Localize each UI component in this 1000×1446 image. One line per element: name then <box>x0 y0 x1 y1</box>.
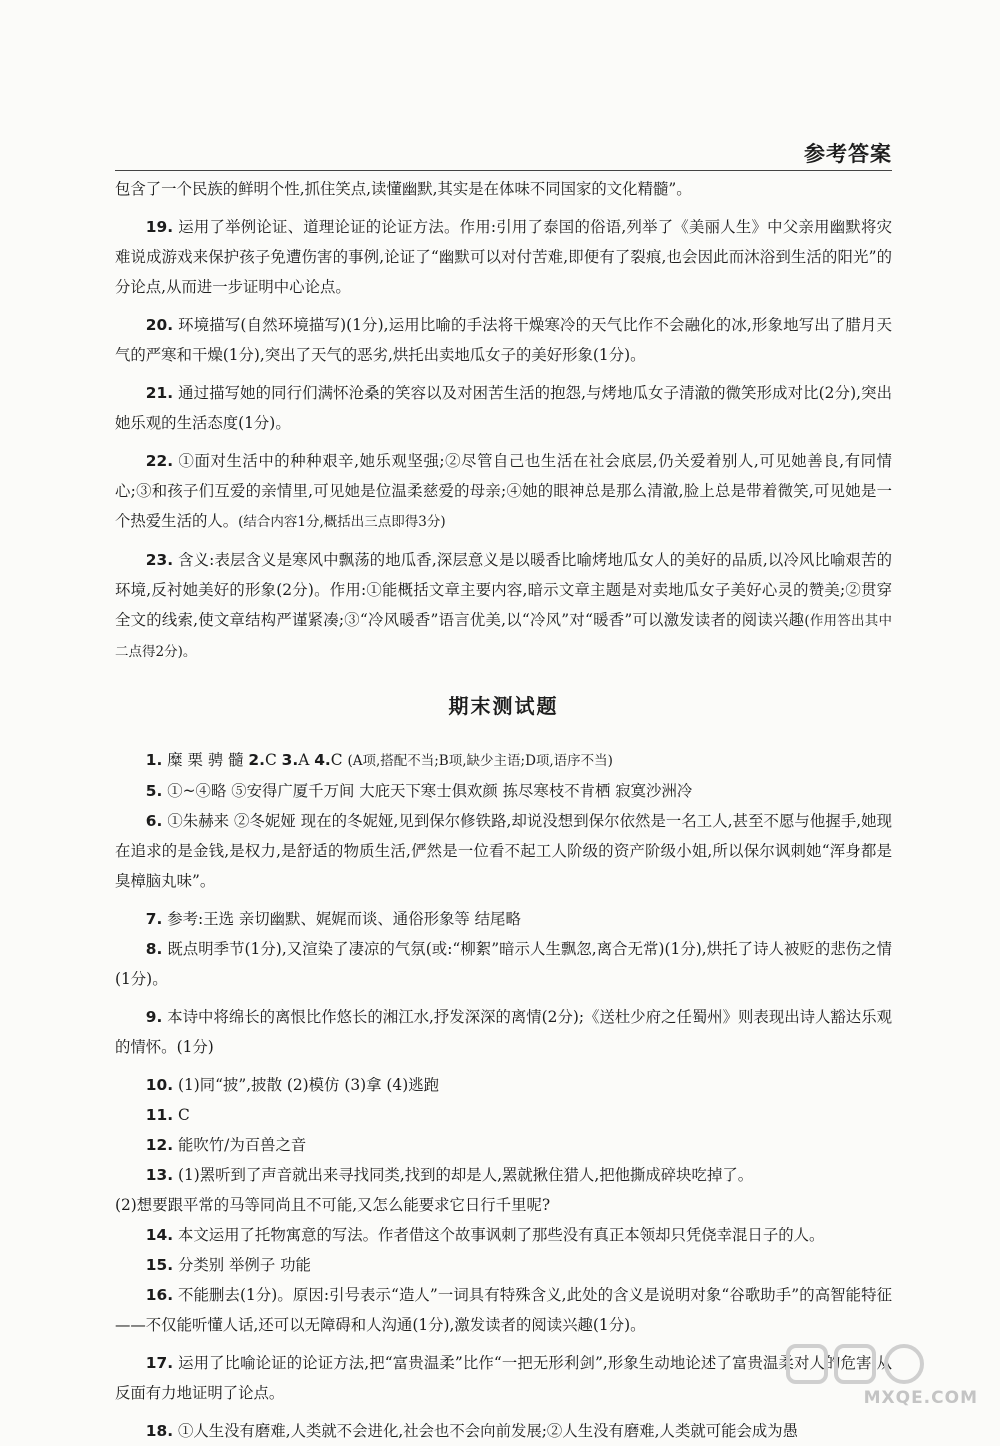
answer-text: C <box>330 751 348 769</box>
answer-number: 6. <box>145 812 163 830</box>
page-header-title: 参考答案 <box>804 142 892 166</box>
answer-number: 10. <box>145 1076 174 1094</box>
answer-number: 1. <box>145 751 163 769</box>
answer-number: 18. <box>145 1422 174 1440</box>
answer-text: 能吹竹/为百兽之音 <box>177 1136 307 1154</box>
section-title: 期末测试题 <box>448 694 559 718</box>
answer-text: 既点明季节(1分),又渲染了凄凉的气氛(或:“柳絮”暗示人生飘忽,离合无常)(1分),烘托了诗人被贬的悲伤之情(1分)。 <box>115 940 892 988</box>
answer-item <box>115 378 892 438</box>
answer-text: (1)罴听到了声音就出来寻找同类,找到的却是人,罴就揪住猎人,把他撕成碎块吃掉了。 <box>177 1166 754 1184</box>
answer-text: ①人生没有磨难,人类就不会进化,社会也不会向前发展;②人生没有磨难,人类就可能会成为愚 <box>177 1422 799 1440</box>
answer-number: 17. <box>145 1354 174 1372</box>
answer-text: A <box>298 751 315 769</box>
answer-number: 3. <box>281 751 299 769</box>
answer-number: 13. <box>145 1166 174 1184</box>
answer-number: 15. <box>145 1256 174 1274</box>
answer-number: 7. <box>145 910 163 928</box>
answer-number: 4. <box>314 751 331 769</box>
answer-item <box>115 776 892 806</box>
answer-text: ①朱赫来 ②冬妮娅 现在的冬妮娅,见到保尔修铁路,却说没想到保尔依然是一名工人,甚至不愿与他握手,她现在追求的是金钱,是权力,是舒适的物质生活,俨然是一位看不起工人阶级的资产阶级小姐,所以保尔讽刺她“浑身都是臭樟脑丸味”。 <box>115 812 892 890</box>
answer-item <box>115 1130 892 1160</box>
scoring-note: (作用答出其中二点得2分)。 <box>115 613 892 660</box>
answer-text: 不能删去(1分)。原因:引号表示“造人”一词具有特殊含义,此处的含义是说明对象“谷歌助手”的高智能特征——不仅能听懂人话,还可以无障碍和人沟通(1分),激发读者的阅读兴趣(1分)。 <box>115 1286 892 1334</box>
watermark-text: MXQE.COM <box>863 1388 978 1408</box>
answer-item <box>115 806 892 896</box>
answer-item <box>115 545 892 667</box>
answer-number: 21. <box>145 384 174 402</box>
answer-number: 14. <box>145 1226 174 1244</box>
answer-text: 含义:表层含义是寒风中飘荡的地瓜香,深层意义是以暖香比喻烤地瓜女人的美好的品质,以冷风比喻艰苦的环境,反衬她美好的形象(2分)。作用:①能概括文章主要内容,暗示文章主题是对卖地瓜女子美好心灵的赞美;②贯穿全文的线索,使文章结构严谨紧凑;③“冷风暖香”语言优美,以“冷风”对“暖香”可以激发读者的阅读兴趣 <box>115 551 892 629</box>
answer-item <box>115 1348 892 1408</box>
answer-text: 糜 栗 骋 髓 <box>167 751 249 769</box>
answer-text: (2)想要跟平常的马等同尚且不可能,又怎么能要求它日行千里呢? <box>115 1196 551 1214</box>
answer-number: 11. <box>145 1106 174 1124</box>
scoring-note: (A项,搭配不当;B项,缺少主语;D项,语序不当) <box>347 753 613 769</box>
answer-text: 运用了比喻论证的论证方法,把“富贵温柔”比作“一把无形利剑”,形象生动地论述了富贵温柔对人的危害,从反面有力地证明了论点。 <box>115 1354 892 1402</box>
header-rule <box>115 170 892 171</box>
answer-text: (1)同“披”,披散 (2)模仿 (3)拿 (4)逃跑 <box>177 1076 439 1094</box>
answer-text: 包含了一个民族的鲜明个性,抓住笑点,读懂幽默,其实是在体味不同国家的文化精髓”。 <box>115 180 692 198</box>
answer-text: ①面对生活中的种种艰辛,她乐观坚强;②尽管自己也生活在社会底层,仍关爱着别人,可见她善良,有同情心;③和孩子们互爱的亲情里,可见她是位温柔慈爱的母亲;④她的眼神总是那么清澈,脸上总是带着微笑,可见她是一个热爱生活的人。 <box>115 452 892 530</box>
answer-item <box>115 1100 892 1130</box>
answer-number: 12. <box>145 1136 174 1154</box>
answer-number: 2. <box>248 751 265 769</box>
answer-item <box>115 904 892 934</box>
answer-number: 23. <box>145 551 174 569</box>
answer-number: 9. <box>145 1008 163 1026</box>
answer-text: 本文运用了托物寓意的写法。作者借这个故事讽刺了那些没有真正本领却只凭侥幸混日子的人。 <box>177 1226 825 1244</box>
answer-text: 通过描写她的同行们满怀沧桑的笑容以及对困苦生活的抱怨,与烤地瓜女子清澈的微笑形成对比(2分),突出她乐观的生活态度(1分)。 <box>115 384 892 432</box>
answer-number: 8. <box>145 940 163 958</box>
answer-number: 20. <box>145 316 174 334</box>
answer-number: 22. <box>145 452 174 470</box>
answer-number: 5. <box>145 782 163 800</box>
answer-item <box>115 1190 892 1220</box>
answer-text: 分类别 举例子 功能 <box>177 1256 311 1274</box>
answer-text: 环境描写(自然环境描写)(1分),运用比喻的手法将干燥寒冷的天气比作不会融化的冰,形象地写出了腊月天气的严寒和干燥(1分),突出了天气的恶劣,烘托出卖地瓜女子的美好形象(1分)。 <box>115 316 892 364</box>
answer-item <box>115 1280 892 1340</box>
answer-item <box>115 446 892 537</box>
answer-item <box>115 1220 892 1250</box>
answer-item <box>115 1160 892 1190</box>
answer-item <box>115 1070 892 1100</box>
answer-item <box>115 1416 892 1446</box>
answer-text: C <box>264 751 282 769</box>
answer-content <box>115 174 892 1446</box>
answer-item <box>115 212 892 302</box>
answer-number: 16. <box>145 1286 174 1304</box>
answer-text: 参考:王选 亲切幽默、娓娓而谈、通俗形象等 结尾略 <box>167 910 521 928</box>
answer-text: C <box>177 1106 190 1124</box>
answer-item <box>115 1002 892 1062</box>
answer-number: 19. <box>145 218 174 236</box>
answer-item <box>115 934 892 994</box>
answer-item <box>115 310 892 370</box>
answer-item <box>115 174 892 204</box>
answer-text: ①~④略 ⑤安得广厦千万间 大庇天下寒士俱欢颜 拣尽寒枝不肯栖 寂寞沙洲冷 <box>167 782 693 800</box>
scoring-note: (结合内容1分,概括出三点即得3分) <box>238 514 446 530</box>
answer-item <box>115 1250 892 1280</box>
answer-item <box>115 745 892 776</box>
answer-text: 本诗中将绵长的离恨比作悠长的湘江水,抒发深深的离情(2分);《送杜少府之任蜀州》则表现出诗人豁达乐观的情怀。(1分) <box>115 1008 892 1056</box>
answer-text: 运用了举例论证、道理论证的论证方法。作用:引用了泰国的俗语,列举了《美丽人生》中父亲用幽默将灾难说成游戏来保护孩子免遭伤害的事例,论证了“幽默可以对付苦难,即便有了裂痕,也会因此而沐浴到生活的阳光”的分论点,从而进一步证明中心论点。 <box>115 218 892 296</box>
